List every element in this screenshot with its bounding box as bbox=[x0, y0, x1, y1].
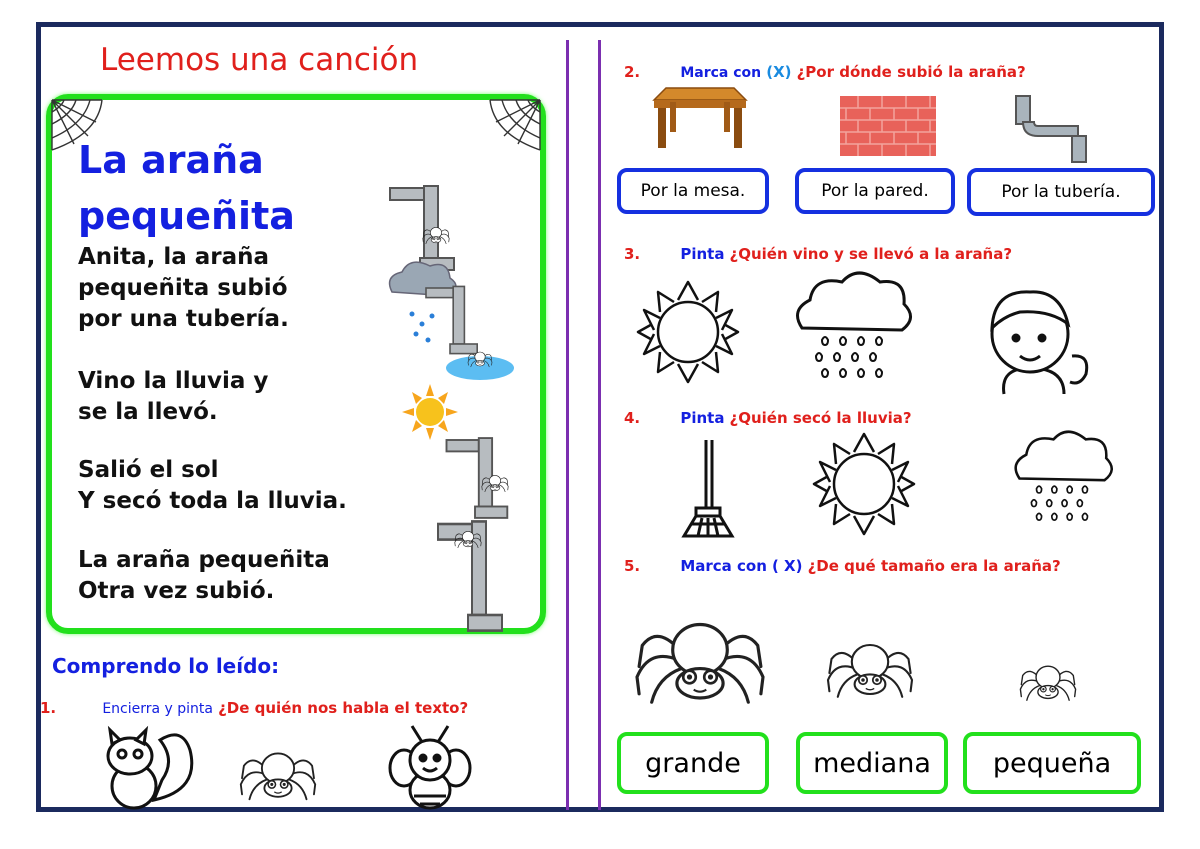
question-number: 3. bbox=[624, 245, 641, 263]
page-heading: Leemos una canción bbox=[100, 42, 419, 78]
poem-title-line: pequeñita bbox=[78, 194, 295, 238]
stanza-4 bbox=[78, 545, 330, 607]
instruction: Marca con bbox=[680, 557, 767, 575]
spider-icon bbox=[278, 772, 279, 773]
stanza-line: Salió el sol bbox=[78, 457, 219, 483]
question-text: ¿De qué tamaño era la araña? bbox=[807, 557, 1061, 575]
question-4 bbox=[624, 408, 912, 427]
question-3 bbox=[624, 244, 1012, 263]
stanza-1 bbox=[78, 242, 289, 335]
poem-title bbox=[78, 132, 295, 244]
question-number: 1. bbox=[40, 699, 57, 717]
instruction: Marca con bbox=[680, 65, 762, 81]
instruction: Encierra y pinta bbox=[102, 701, 213, 717]
instruction: Pinta bbox=[680, 409, 725, 427]
question-number: 2. bbox=[624, 63, 641, 81]
spider-medium-icon bbox=[870, 666, 871, 667]
stanza-line: Y secó toda la lluvia. bbox=[78, 488, 347, 514]
mark-symbol: (X) bbox=[766, 63, 792, 81]
sun-icon bbox=[688, 332, 689, 333]
option-pared[interactable]: Por la pared. bbox=[795, 168, 955, 214]
squirrel-icon bbox=[140, 770, 141, 771]
stanza-2 bbox=[78, 366, 268, 428]
bee-icon bbox=[430, 772, 431, 773]
option-pequena[interactable]: pequeña bbox=[963, 732, 1141, 794]
question-1 bbox=[40, 698, 468, 717]
stanza-line: pequeñita subió bbox=[78, 275, 288, 301]
brick-wall-icon bbox=[888, 128, 889, 129]
rain-cloud-icon bbox=[852, 318, 853, 319]
rain-pipe-icon bbox=[420, 300, 421, 301]
option-tuberia[interactable]: Por la tubería. bbox=[967, 168, 1155, 216]
sun-color-icon bbox=[430, 412, 431, 413]
stanza-3 bbox=[78, 455, 347, 517]
question-number: 4. bbox=[624, 409, 641, 427]
question-5 bbox=[624, 556, 1061, 575]
question-text: ¿Quién vino y se llevó a la araña? bbox=[729, 245, 1013, 263]
stanza-line: Otra vez subió. bbox=[78, 578, 275, 604]
stanza-line: por una tubería. bbox=[78, 306, 289, 332]
instruction: Pinta bbox=[680, 245, 725, 263]
option-mediana[interactable]: mediana bbox=[796, 732, 948, 794]
stanza-line: Vino la lluvia y bbox=[78, 368, 269, 394]
broom-icon bbox=[708, 490, 709, 491]
stanza-line: se la llevó. bbox=[78, 399, 218, 425]
pipe-spider-icon bbox=[475, 478, 476, 479]
rain-cloud-icon bbox=[1062, 470, 1063, 471]
question-text: ¿Quién secó la lluvia? bbox=[729, 409, 912, 427]
cobweb-icon bbox=[540, 100, 600, 160]
boy-icon bbox=[1030, 334, 1031, 335]
mark-symbol: ( X) bbox=[771, 557, 803, 575]
stanza-line: Anita, la araña bbox=[78, 244, 270, 270]
question-text: ¿Por dónde subió la araña? bbox=[796, 63, 1026, 81]
section-heading: Comprendo lo leído: bbox=[52, 654, 280, 678]
pipe-spider-icon bbox=[420, 228, 421, 229]
spider-small-icon bbox=[1048, 680, 1049, 681]
option-grande[interactable]: grande bbox=[617, 732, 769, 794]
sun-icon bbox=[864, 484, 865, 485]
question-text: ¿De quién nos habla el texto? bbox=[218, 699, 469, 717]
pipe-icon bbox=[1048, 126, 1049, 127]
option-mesa[interactable]: Por la mesa. bbox=[617, 168, 769, 214]
stanza-line: La araña pequeñita bbox=[78, 547, 330, 573]
poem-title-line: La araña bbox=[78, 138, 264, 182]
table-icon bbox=[700, 122, 701, 123]
question-number: 5. bbox=[624, 557, 641, 575]
question-2 bbox=[624, 62, 1026, 81]
spider-large-icon bbox=[700, 656, 701, 657]
pipe-spider-icon bbox=[468, 576, 469, 577]
